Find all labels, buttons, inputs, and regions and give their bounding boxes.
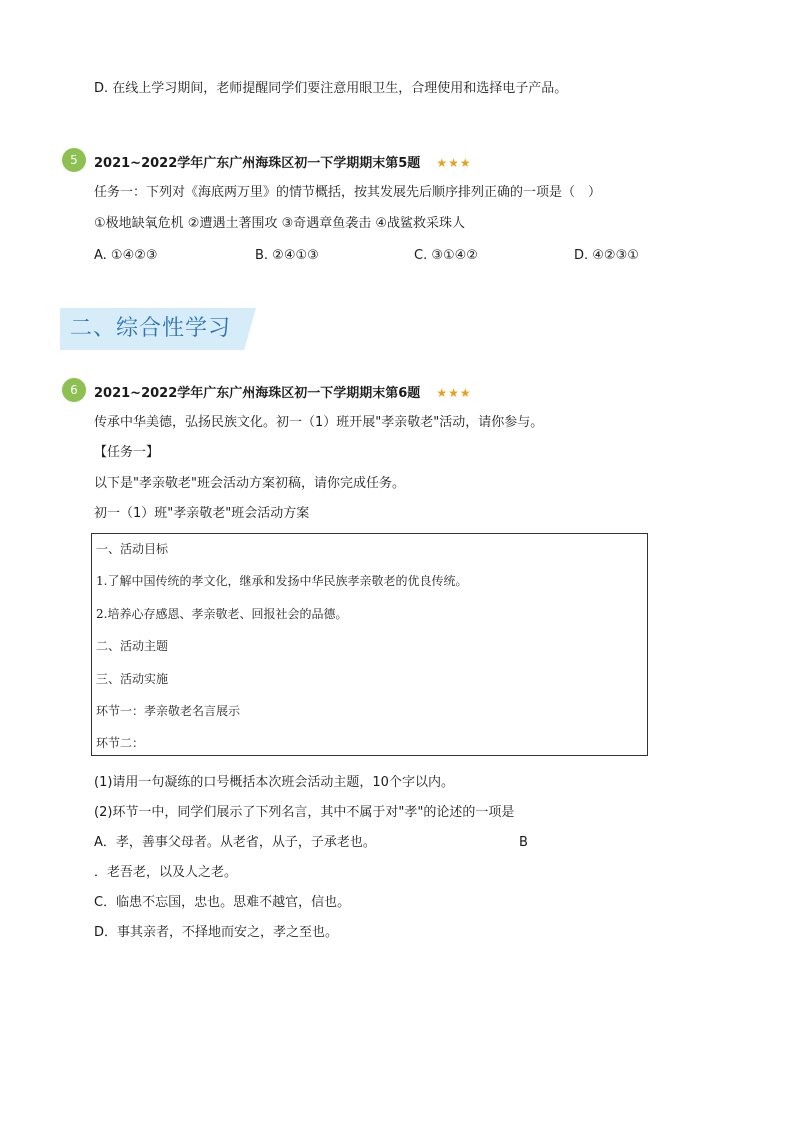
option-b-letter: B: [519, 835, 528, 850]
task-description: 以下是"孝亲敬老"班会活动方案初稿，请你完成任务。: [94, 476, 405, 491]
question-intro: 传承中华美德，弘扬民族文化。初一（1）班开展"孝亲敬老"活动，请你参与。: [94, 415, 544, 430]
plan-line: 1.了解中国传统的孝文化，继承和发扬中华民族孝亲敬老的优良传统。: [96, 574, 468, 588]
plan-line: 2.培养心存感恩、孝亲敬老、回报社会的品德。: [96, 607, 348, 621]
question-number-badge: 6: [62, 378, 86, 402]
plan-line: 一、活动目标: [96, 542, 169, 556]
task-label: 【任务一】: [94, 445, 160, 460]
option-d: D．事其亲者，不择地而安之，孝之至也。: [94, 925, 339, 940]
sub-question-2: (2)环节一中，同学们展示了下列名言，其中不属于对"孝"的论述的一项是: [94, 805, 515, 820]
question-title: [94, 154, 472, 173]
plan-line: 三、活动实施: [96, 672, 169, 686]
option-a: A. ①④②③: [94, 248, 158, 263]
question-number-badge: 5: [62, 148, 86, 172]
option-d: D. ④②③①: [574, 248, 639, 263]
plan-line: 二、活动主题: [96, 639, 169, 653]
option-c: C. ③①④②: [414, 248, 478, 263]
q4-option-d: D. 在线上学习期间，老师提醒同学们要注意用眼卫生，合理使用和选择电子产品。: [94, 81, 568, 96]
activity-plan-box: [91, 533, 648, 756]
option-a: A．孝，善事父母者。从老省，从子，子承老也。: [94, 835, 376, 850]
difficulty-stars: ★★★: [436, 386, 472, 400]
option-c: C．临患不忘国，忠也。思难不越官，信也。: [94, 895, 351, 910]
plan-line: 环节二：: [96, 736, 145, 750]
difficulty-stars: ★★★: [436, 156, 472, 170]
question-items: ①极地缺氧危机 ②遭遇土著围攻 ③奇遇章鱼袭击 ④战鲨救采珠人: [94, 216, 466, 231]
sub-question-1: (1)请用一句凝练的口号概括本次班会活动主题，10个字以内。: [94, 775, 454, 790]
question-title: [94, 384, 472, 403]
question-stem: 任务一：下列对《海底两万里》的情节概括，按其发展先后顺序排列正确的一项是（ ）: [94, 185, 602, 200]
plan-title: 初一（1）班"孝亲敬老"班会活动方案: [94, 506, 310, 521]
section-title: 二、综合性学习: [70, 316, 232, 341]
option-b-text: ．老吾老，以及人之老。: [94, 865, 238, 880]
question-source: 2021~2022学年广东广州海珠区初一下学期期末第6题: [94, 386, 421, 401]
option-b: B. ②④①③: [255, 248, 319, 263]
plan-line: 环节一：孝亲敬老名言展示: [96, 704, 241, 718]
question-source: 2021~2022学年广东广州海珠区初一下学期期末第5题: [94, 156, 421, 171]
